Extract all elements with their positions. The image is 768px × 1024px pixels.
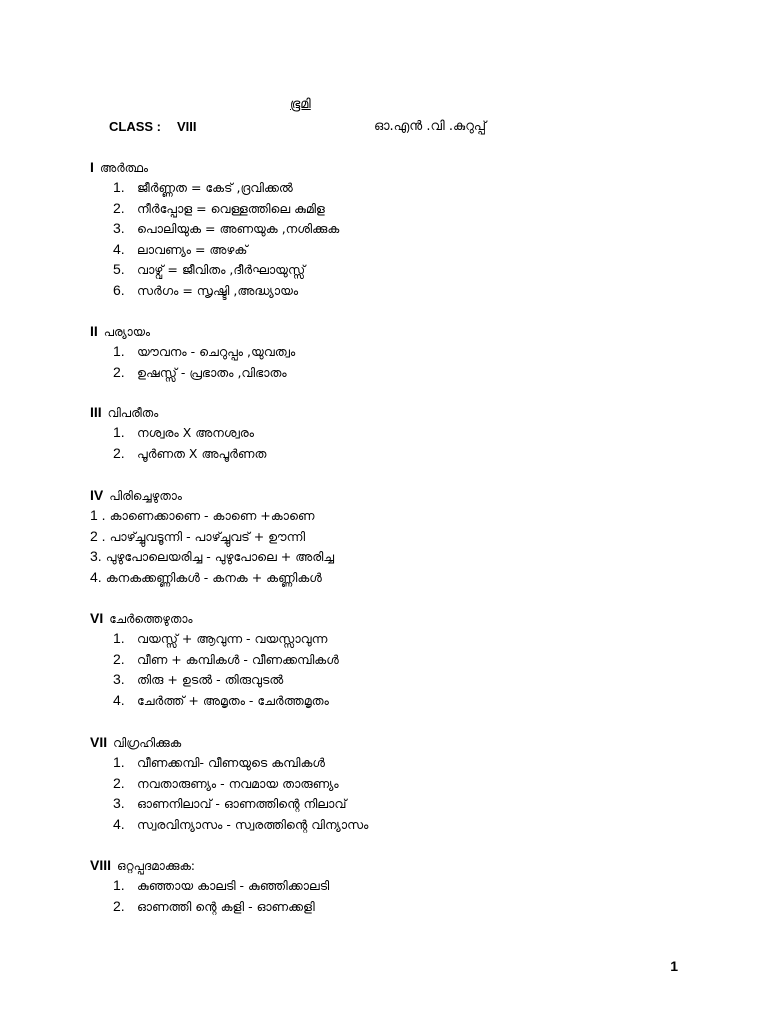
item-text: പൊലിയുക = അണയുക ,നശിക്കുക <box>137 221 340 237</box>
author-name: ഓ.എൻ .വി .കുറുപ്പ് <box>374 119 487 134</box>
list-item <box>90 177 339 198</box>
section-meaning <box>90 157 339 301</box>
item-number: 1. <box>113 179 125 195</box>
item-text: വീണ + കമ്പികൾ - വീണക്കമ്പികൾ <box>137 651 339 667</box>
item-number: 2. <box>113 897 125 914</box>
section-title: പര്യായം <box>103 325 151 339</box>
section-title: വിപരീതം <box>107 406 159 420</box>
item-text: ജീർണ്ണത = കേട് ,ദ്രവിക്കൽ <box>137 180 293 195</box>
list-item <box>90 669 339 690</box>
list-item <box>90 628 339 649</box>
item-text: യൗവനം - ചെറുപ്പം ,യുവത്വം <box>137 344 296 359</box>
class-label: CLASS : <box>109 119 161 134</box>
section-title: വിഗ്രഹിക്കുക <box>113 736 182 750</box>
list-item <box>90 218 339 239</box>
list-item <box>90 341 295 362</box>
list-item <box>90 526 334 547</box>
item-number: 3. <box>113 220 125 237</box>
item-text: സ്വരവിന്യാസം - സ്വരത്തിന്റെ വിന്യാസം <box>137 816 369 832</box>
item-text: നീർപ്പോള = വെള്ളത്തിലെ കുമിള <box>137 200 325 216</box>
item-text: തിരു + ഉടൽ - തിരുവുടൽ <box>137 672 284 688</box>
item-number: 2. <box>113 199 125 216</box>
item-number: 3. <box>113 795 125 812</box>
list-item <box>90 280 339 301</box>
item-number: 4. <box>113 240 125 257</box>
item-number: 4. <box>90 568 102 585</box>
list-item <box>90 793 368 814</box>
list-item <box>90 198 339 219</box>
item-text: ചേർത്ത് + അമൃതം - ചേർത്തമൃതം <box>137 692 329 708</box>
section-antonyms <box>90 402 266 463</box>
item-number: 1. <box>113 630 125 646</box>
item-number: 1. <box>113 877 125 893</box>
item-number: 6. <box>113 281 125 298</box>
list-item <box>90 505 334 526</box>
item-number: 1 . <box>90 507 106 523</box>
list-item <box>90 649 339 670</box>
list-item <box>90 814 368 835</box>
list-item <box>90 546 334 567</box>
item-number: 2. <box>113 774 125 791</box>
list-item <box>90 239 339 260</box>
item-text: പുഴുപോലെയരിച്ച - പുഴുപോലെ + അരിച്ച <box>105 549 335 565</box>
item-number: 3. <box>113 671 125 688</box>
section-numeral: III <box>90 404 102 420</box>
section-heading <box>90 402 266 422</box>
list-item <box>90 443 266 464</box>
item-text: വീണക്കമ്പി- വീണയുടെ കമ്പികൾ <box>137 755 325 770</box>
item-number: 2. <box>113 363 125 380</box>
item-text: ഓണനിലാവ് - ഓണത്തിന്റെ നിലാവ് <box>137 796 347 812</box>
item-text: കുഞ്ഞായ കാലടി - കുഞ്ഞിക്കാലടി <box>137 878 330 893</box>
section-title: അർത്ഥം <box>99 161 149 175</box>
item-number: 3. <box>90 548 102 565</box>
section-synonyms <box>90 321 295 382</box>
section-numeral: IV <box>90 487 104 503</box>
section-heading <box>90 732 368 752</box>
section-analyze <box>90 732 368 834</box>
list-item <box>90 773 368 794</box>
item-text: വാഴ്വ് = ജീവിതം ,ദീർഘായുസ്സ് <box>137 262 306 278</box>
section-numeral: VIII <box>90 857 112 873</box>
section-numeral: I <box>90 159 94 175</box>
item-text: സർഗം = സൃഷ്ടി ,അദ്ധ്യായം <box>137 282 299 298</box>
item-text: കനകക്കണ്ണികൾ - കനക + കണ്ണികൾ <box>105 569 322 585</box>
list-item <box>90 362 295 383</box>
list-item <box>90 896 329 917</box>
document-title: ഭൂമി <box>290 97 311 112</box>
list-item <box>90 259 339 280</box>
list-item <box>90 422 266 443</box>
page-number: 1 <box>670 958 678 974</box>
section-numeral: VI <box>90 610 104 626</box>
item-text: ലാവണ്യം = അഴക് <box>137 241 248 257</box>
list-item <box>90 752 368 773</box>
item-number: 4. <box>113 691 125 708</box>
section-heading <box>90 608 339 628</box>
item-text: നശ്വരം X അനശ്വരം <box>137 425 254 440</box>
item-text: ഓണത്തി ന്റെ കളി - ഓണക്കളി <box>137 898 315 914</box>
section-title: ചേർത്തെഴുതാം <box>109 612 193 626</box>
item-number: 4. <box>113 815 125 832</box>
section-heading <box>90 485 334 505</box>
item-text: ഉഷസ്സ് - പ്രഭാതം ,വിഭാതം <box>137 364 287 380</box>
class-value: VIII <box>177 119 197 134</box>
section-split <box>90 485 334 587</box>
item-number: 5. <box>113 261 125 278</box>
section-title: പിരിച്ചെഴുതാം <box>109 489 182 503</box>
section-heading <box>90 855 329 875</box>
section-join <box>90 608 339 710</box>
list-item <box>90 690 339 711</box>
item-number: 2. <box>113 650 125 667</box>
item-number: 2 . <box>90 527 106 544</box>
item-number: 1. <box>113 424 125 440</box>
section-numeral: II <box>90 323 98 339</box>
section-compound <box>90 855 329 916</box>
section-heading <box>90 321 295 341</box>
item-number: 1. <box>113 343 125 359</box>
section-title: ഒറ്റപ്പദമാക്കുക: <box>117 859 195 873</box>
item-text: വയസ്സ് + ആവുന്ന - വയസ്സാവുന്ന <box>137 631 328 646</box>
item-text: കാണെക്കാണെ - കാണെ +കാണെ <box>109 508 315 523</box>
list-item <box>90 567 334 588</box>
list-item <box>90 875 329 896</box>
section-heading <box>90 157 339 177</box>
item-number: 2. <box>113 444 125 461</box>
item-number: 1. <box>113 754 125 770</box>
item-text: നവതാരുണ്യം - നവമായ താരുണ്യം <box>137 775 339 791</box>
item-text: പൂർണത X അപൂർണത <box>137 445 267 461</box>
item-text: പാഴ്ച്ചുവടൂന്നി - പാഴ്ച്ചുവട് + ഊന്നി <box>109 528 306 544</box>
section-numeral: VII <box>90 734 108 750</box>
